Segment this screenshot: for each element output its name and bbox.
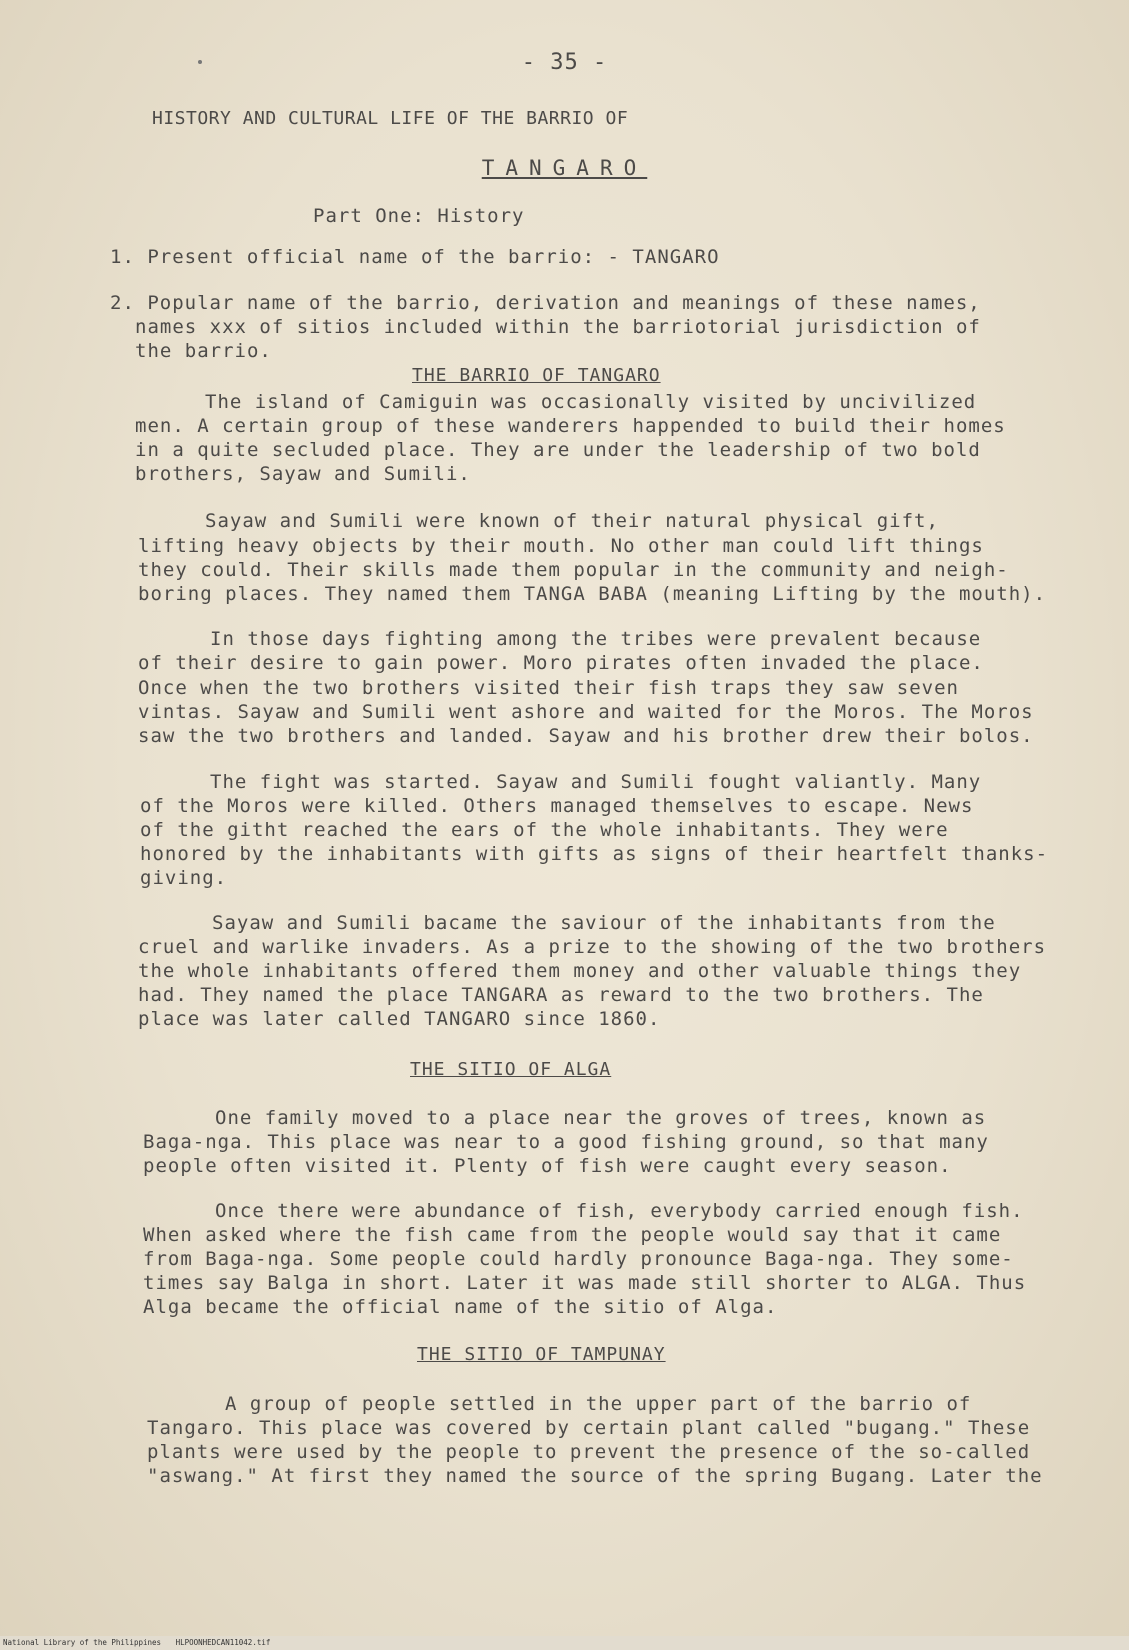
paragraph-line: they could. Their skills made them popular in the community and neigh- [138,559,1009,581]
paragraph-line: of their desire to gain power. Moro pirates often invaded the place. [138,652,984,674]
section-heading-barrio: THE BARRIO OF TANGARO [412,365,661,386]
paragraph-line: One family moved to a place near the groves of trees, known as [215,1107,987,1129]
paragraph-line: times say Balga in short. Later it was made still shorter to ALGA. Thus [143,1272,1027,1294]
paragraph-line: place was later called TANGARO since 1860. [138,1008,661,1030]
footer-filename: HLPOONHEDCAN11042.tif [175,1638,271,1647]
paragraph-line: The fight was started. Sayaw and Sumili fought valiantly. Many [210,771,982,793]
section-heading-alga: THE SITIO OF ALGA [410,1059,612,1080]
paragraph-line: Once there were abundance of fish, everybody carried enough fish. [215,1200,1024,1222]
part-heading: Part One: History [313,205,525,227]
paragraph-line: of the Moros were killed. Others managed themselves to escape. News [140,795,974,817]
paragraph-line: boring places. They named them TANGA BABA (meaning Lifting by the mouth). [138,583,1047,605]
paragraph-line: had. They named the place TANGARA as reward to the two brothers. The [138,984,984,1006]
paragraph-line: saw the two brothers and landed. Sayaw and his brother drew their bolos. [138,725,1034,747]
paragraph-line: The island of Camiguin was occasionally visited by uncivilized [205,391,977,413]
paragraph-line: in a quite secluded place. They are under the leadership of two bold [135,439,981,461]
paragraph-line: Once when the two brothers visited their fish traps they saw seven [138,677,959,699]
paragraph-line: plants were used by the people to prevent the presence of the so-called [147,1441,1031,1463]
item-2-line: 2. Popular name of the barrio, derivation and meanings of these names, [110,292,981,314]
item-2-line: names xxx of sitios included within the barriotorial jurisdiction of [135,316,981,338]
paragraph-line: honored by the inhabitants with gifts as signs of their heartfelt thanks- [140,843,1049,865]
paragraph-line: of the githt reached the ears of the whole inhabitants. They were [140,819,949,841]
paragraph-line: Baga-nga. This place was near to a good fishing ground, so that many [143,1131,989,1153]
paragraph-line: people often visited it. Plenty of fish were caught every season. [143,1155,952,1177]
paragraph-line: giving. [140,867,228,889]
paragraph-line: Alga became the official name of the sitio of Alga. [143,1296,778,1318]
paragraph-line: Sayaw and Sumili bacame the saviour of the inhabitants from the [212,912,996,934]
paragraph-line: from Baga-nga. Some people could hardly pronounce Baga-nga. They some- [143,1248,1014,1270]
paragraph-line: the whole inhabitants offered them money and other valuable things they [138,960,1022,982]
paragraph-line: brothers, Sayaw and Sumili. [135,463,471,485]
document-title: HISTORY AND CULTURAL LIFE OF THE BARRIO OF [152,108,629,129]
paragraph-line: lifting heavy objects by their mouth. No other man could lift things [138,535,984,557]
paragraph-line: vintas. Sayaw and Sumili went ashore and waited for the Moros. The Moros [138,701,1034,723]
paragraph-line: When asked where the fish came from the people would say that it came [143,1224,1002,1246]
paragraph-line: men. A certain group of these wanderers happended to build their homes [135,415,1006,437]
item-2-line: the barrio. [135,340,272,362]
paragraph-line: Sayaw and Sumili were known of their natural physical gift, [205,510,939,532]
paragraph-line: "aswang." At first they named the source of the spring Bugang. Later the [147,1465,1043,1487]
section-heading-tampunay: THE SITIO OF TAMPUNAY [417,1344,666,1365]
archive-footer [0,1636,1129,1650]
page-number: - 35 - [521,50,608,75]
paragraph-line: A group of people settled in the upper part of the barrio of [225,1393,972,1415]
footer-library: National Library of the Philippines [3,1638,162,1647]
paragraph-line: cruel and warlike invaders. As a prize to the showing of the two brothers [138,936,1047,958]
barrio-name-heading: TANGARO [481,156,648,180]
item-1: 1. Present official name of the barrio: - TANGARO [110,246,720,268]
paragraph-line: In those days fighting among the tribes were prevalent because [210,628,982,650]
paragraph-line: Tangaro. This place was covered by certain plant called "bugang." These [147,1417,1031,1439]
